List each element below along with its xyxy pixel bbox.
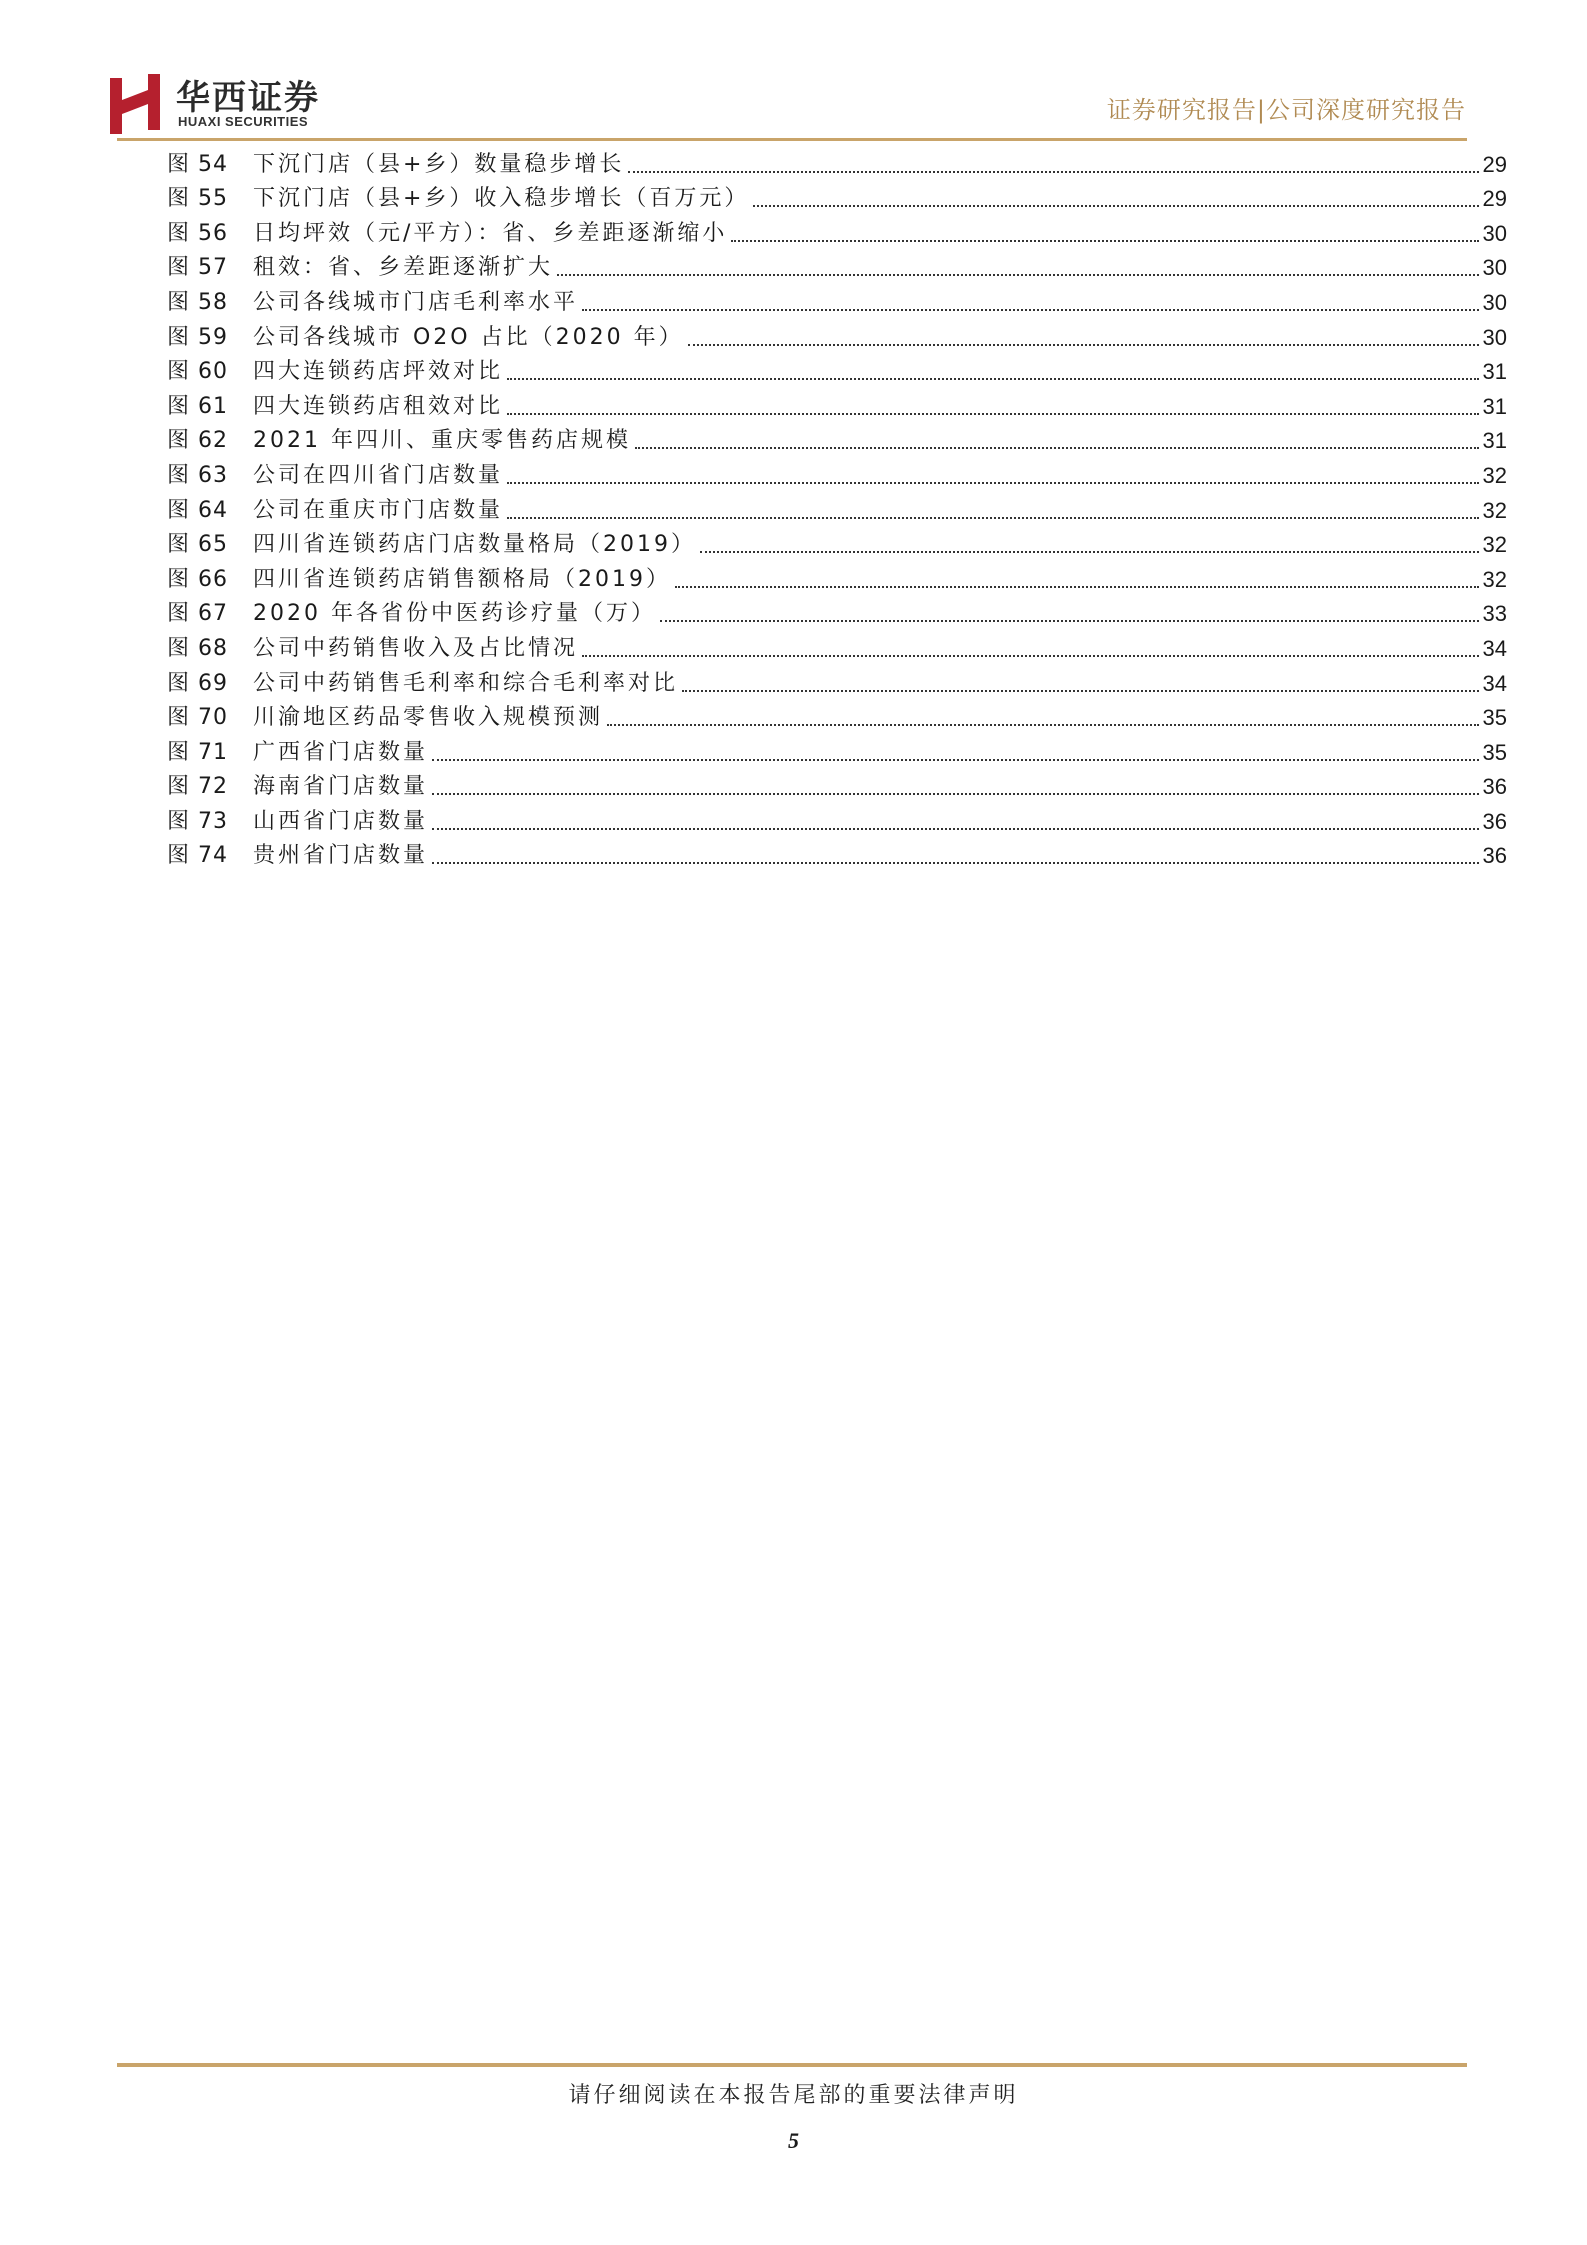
- toc-dot-leader: [635, 446, 1479, 449]
- toc-entry[interactable]: [167, 283, 1507, 318]
- toc-page-number[interactable]: 35: [1482, 705, 1507, 731]
- toc-entry[interactable]: [167, 387, 1507, 422]
- toc-dot-leader: [507, 412, 1479, 415]
- toc-figure-title[interactable]: 四大连锁药店租效对比: [253, 393, 504, 419]
- toc-figure-title[interactable]: 公司中药销售毛利率和综合毛利率对比: [253, 670, 679, 696]
- toc-figure-title[interactable]: 贵州省门店数量: [253, 843, 429, 869]
- toc-figure-label: 图 60: [167, 359, 228, 385]
- toc-page-number[interactable]: 36: [1482, 808, 1507, 834]
- toc-figure-label: 图 62: [167, 428, 228, 454]
- footer-disclaimer: 请仔细阅读在本报告尾部的重要法律声明: [568, 2083, 1019, 2108]
- toc-figure-label: 图 71: [167, 739, 228, 765]
- toc-page-number[interactable]: 30: [1482, 255, 1507, 281]
- toc-dot-leader: [682, 689, 1479, 692]
- toc-dot-leader: [432, 827, 1479, 830]
- toc-figure-title[interactable]: 四川省连锁药店门店数量格局（2019）: [253, 532, 696, 558]
- brand-name-cn: 华西证券: [176, 78, 320, 118]
- toc-entry[interactable]: [167, 214, 1507, 249]
- toc-entry[interactable]: [167, 145, 1507, 180]
- toc-page-number[interactable]: 31: [1482, 359, 1507, 385]
- toc-entry[interactable]: [167, 768, 1507, 803]
- toc-dot-leader: [753, 204, 1478, 207]
- toc-page-number[interactable]: 32: [1482, 532, 1507, 558]
- toc-figure-label: 图 54: [167, 151, 228, 177]
- toc-entry[interactable]: [167, 422, 1507, 457]
- toc-page-number[interactable]: 30: [1482, 220, 1507, 246]
- toc-page-number[interactable]: 34: [1482, 670, 1507, 696]
- toc-figure-title[interactable]: 2021 年四川、重庆零售药店规模: [253, 428, 631, 454]
- toc-figure-label: 图 73: [167, 808, 228, 834]
- toc-figure-label: 图 59: [167, 324, 228, 350]
- toc-entry[interactable]: [167, 837, 1507, 872]
- toc-figure-title[interactable]: 下沉门店（县+乡）数量稳步增长: [253, 151, 625, 177]
- toc-entry[interactable]: [167, 249, 1507, 284]
- toc-dot-leader: [582, 308, 1479, 311]
- toc-dot-leader: [660, 619, 1479, 622]
- toc-figure-title[interactable]: 广西省门店数量: [253, 739, 429, 765]
- toc-figure-title[interactable]: 公司在重庆市门店数量: [253, 497, 504, 523]
- toc-page-number[interactable]: 36: [1482, 843, 1507, 869]
- toc-dot-leader: [507, 377, 1479, 380]
- toc-page-number[interactable]: 31: [1482, 428, 1507, 454]
- toc-figure-title[interactable]: 公司在四川省门店数量: [253, 462, 504, 488]
- toc-dot-leader: [432, 758, 1479, 761]
- toc-entry[interactable]: [167, 733, 1507, 768]
- toc-figure-label: 图 69: [167, 670, 228, 696]
- toc-entry[interactable]: [167, 595, 1507, 630]
- toc-figure-label: 图 66: [167, 566, 228, 592]
- footer-divider: [117, 2063, 1467, 2067]
- toc-page-number[interactable]: 29: [1482, 151, 1507, 177]
- toc-entry[interactable]: [167, 353, 1507, 388]
- toc-figure-title[interactable]: 日均坪效（元/平方）：省、乡差距逐渐缩小: [253, 220, 728, 246]
- page-header: [0, 0, 1587, 140]
- toc-figure-title[interactable]: 海南省门店数量: [253, 774, 429, 800]
- toc-dot-leader: [557, 273, 1479, 276]
- toc-dot-leader: [628, 170, 1478, 173]
- toc-entry[interactable]: [167, 664, 1507, 699]
- toc-page-number[interactable]: 32: [1482, 566, 1507, 592]
- toc-page-number[interactable]: 33: [1482, 601, 1507, 627]
- toc-figure-title[interactable]: 公司各线城市 O2O 占比（2020 年）: [253, 324, 684, 350]
- toc-dot-leader: [432, 861, 1479, 864]
- toc-figure-title[interactable]: 川渝地区药品零售收入规模预测: [253, 705, 604, 731]
- toc-figure-title[interactable]: 公司各线城市门店毛利率水平: [253, 289, 579, 315]
- toc-figure-title[interactable]: 公司中药销售收入及占比情况: [253, 635, 579, 661]
- toc-page-number[interactable]: 36: [1482, 774, 1507, 800]
- toc-dot-leader: [432, 792, 1479, 795]
- toc-entry[interactable]: [167, 491, 1507, 526]
- toc-figure-title[interactable]: 下沉门店（县+乡）收入稳步增长（百万元）: [253, 186, 750, 212]
- toc-dot-leader: [507, 516, 1479, 519]
- figure-list: [167, 145, 1507, 871]
- toc-page-number[interactable]: 30: [1482, 324, 1507, 350]
- toc-figure-label: 图 65: [167, 532, 228, 558]
- toc-dot-leader: [688, 343, 1479, 346]
- toc-figure-label: 图 72: [167, 774, 228, 800]
- toc-figure-title[interactable]: 四川省连锁药店销售额格局（2019）: [253, 566, 671, 592]
- toc-figure-label: 图 55: [167, 186, 228, 212]
- toc-figure-label: 图 67: [167, 601, 228, 627]
- toc-dot-leader: [582, 654, 1479, 657]
- page-number: 5: [788, 2128, 799, 2153]
- toc-figure-title[interactable]: 山西省门店数量: [253, 808, 429, 834]
- toc-dot-leader: [731, 239, 1478, 242]
- toc-entry[interactable]: [167, 560, 1507, 595]
- toc-entry[interactable]: [167, 180, 1507, 215]
- toc-page-number[interactable]: 32: [1482, 497, 1507, 523]
- toc-entry[interactable]: [167, 699, 1507, 734]
- toc-figure-label: 图 68: [167, 635, 228, 661]
- toc-figure-label: 图 61: [167, 393, 228, 419]
- toc-entry[interactable]: [167, 456, 1507, 491]
- toc-page-number[interactable]: 34: [1482, 635, 1507, 661]
- toc-page-number[interactable]: 32: [1482, 462, 1507, 488]
- toc-page-number[interactable]: 29: [1482, 186, 1507, 212]
- header-divider: [117, 138, 1467, 141]
- toc-page-number[interactable]: 31: [1482, 393, 1507, 419]
- toc-figure-label: 图 64: [167, 497, 228, 523]
- toc-figure-label: 图 74: [167, 843, 228, 869]
- toc-figure-label: 图 56: [167, 220, 228, 246]
- toc-dot-leader: [675, 585, 1479, 588]
- toc-dot-leader: [607, 723, 1479, 726]
- toc-entry[interactable]: [167, 318, 1507, 353]
- toc-entry[interactable]: [167, 526, 1507, 561]
- toc-page-number[interactable]: 35: [1482, 739, 1507, 765]
- toc-dot-leader: [507, 481, 1479, 484]
- toc-figure-label: 图 63: [167, 462, 228, 488]
- toc-figure-label: 图 58: [167, 289, 228, 315]
- toc-entry[interactable]: [167, 629, 1507, 664]
- huaxi-logo-icon: [110, 74, 164, 134]
- toc-figure-label: 图 70: [167, 705, 228, 731]
- toc-dot-leader: [700, 550, 1479, 553]
- brand-name-en: HUAXI SECURITIES: [178, 114, 309, 129]
- toc-figure-title[interactable]: 2020 年各省份中医药诊疗量（万）: [253, 601, 656, 627]
- toc-figure-title[interactable]: 租效：省、乡差距逐渐扩大: [253, 255, 554, 281]
- toc-figure-title[interactable]: 四大连锁药店坪效对比: [253, 359, 504, 385]
- toc-entry[interactable]: [167, 802, 1507, 837]
- toc-figure-label: 图 57: [167, 255, 228, 281]
- report-type: 证券研究报告|公司深度研究报告: [1106, 96, 1466, 124]
- toc-page-number[interactable]: 30: [1482, 289, 1507, 315]
